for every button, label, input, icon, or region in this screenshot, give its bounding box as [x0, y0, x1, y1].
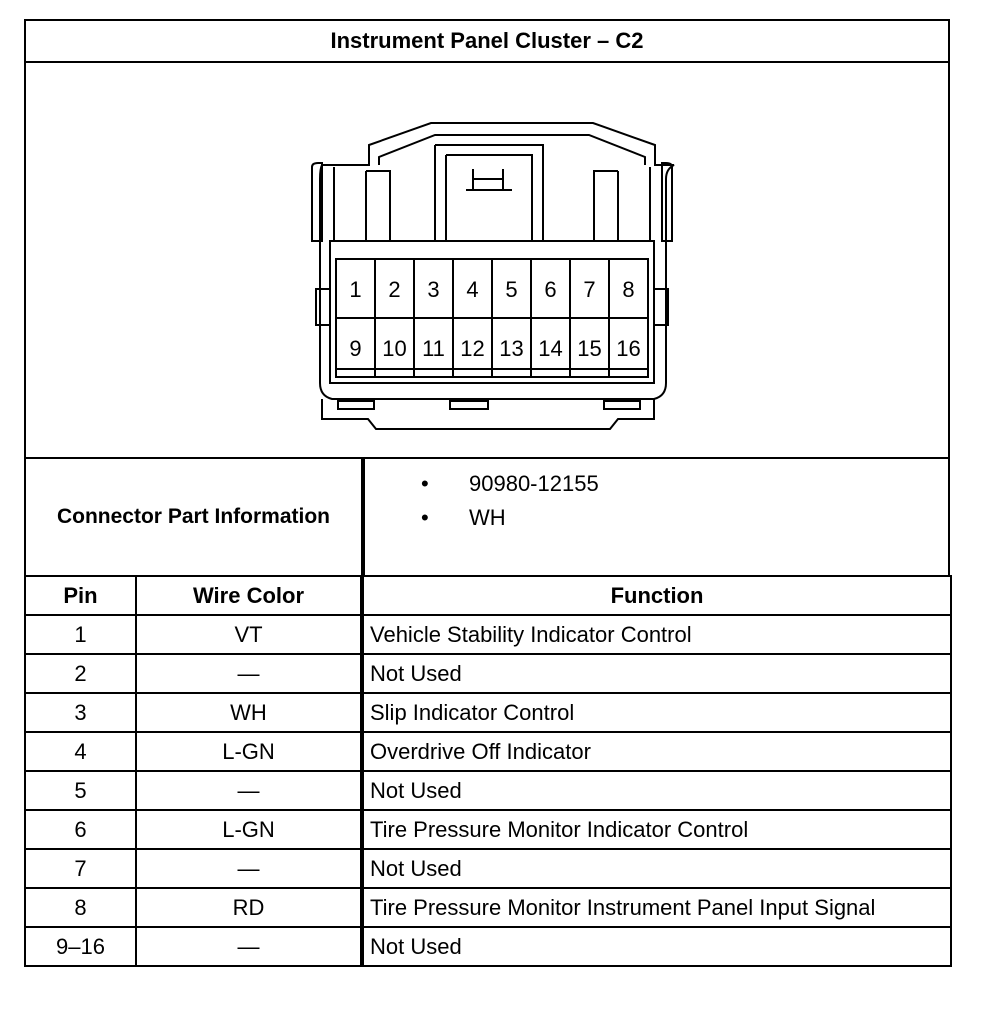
left-side-lock: [316, 289, 330, 325]
function-cell: Not Used: [362, 849, 951, 888]
wire-color-cell: VT: [136, 615, 362, 654]
base-slot-left: [338, 401, 374, 409]
connector-color: WH: [469, 505, 506, 530]
header-wire-color: Wire Color: [136, 576, 362, 615]
connector-part-info-label: Connector Part Information: [24, 457, 363, 577]
table-row: [25, 615, 951, 654]
table-row: [25, 810, 951, 849]
pin-number-label: 4: [466, 277, 479, 302]
key-mark: [466, 169, 512, 190]
function-cell: Tire Pressure Monitor Instrument Panel Input Signal: [362, 888, 951, 927]
wire-color-cell: RD: [136, 888, 362, 927]
wire-color-cell: —: [136, 927, 362, 966]
bullet-icon: •: [421, 505, 429, 530]
table-row: [25, 693, 951, 732]
wire-color-cell: —: [136, 849, 362, 888]
pin-table: [24, 575, 952, 967]
pin-number-label: 1: [349, 277, 362, 302]
connector-diagram: [26, 63, 948, 457]
pin-number-label: 10: [382, 336, 407, 361]
page-title: Instrument Panel Cluster – C2: [24, 19, 950, 63]
pin-cell: 6: [25, 810, 136, 849]
table-header-row: [25, 576, 951, 615]
function-cell: Tire Pressure Monitor Indicator Control: [362, 810, 951, 849]
table-row: [25, 732, 951, 771]
pin-number-label: 5: [505, 277, 518, 302]
pin-number-label: 9: [349, 336, 362, 361]
table-row: [25, 927, 951, 966]
function-cell: Overdrive Off Indicator: [362, 732, 951, 771]
wire-color-cell: —: [136, 654, 362, 693]
part-number: 90980-12155: [469, 471, 599, 496]
table-row: [25, 888, 951, 927]
pin-number-label: 8: [622, 277, 635, 302]
wire-color-cell: L-GN: [136, 732, 362, 771]
pin-cell: 2: [25, 654, 136, 693]
bullet-icon: •: [421, 471, 429, 496]
function-cell: Vehicle Stability Indicator Control: [362, 615, 951, 654]
table-row: [25, 849, 951, 888]
header-pin: Pin: [25, 576, 136, 615]
pin-number-label: 11: [422, 336, 445, 361]
pin-cell: 9–16: [25, 927, 136, 966]
pin-cell: 3: [25, 693, 136, 732]
pin-number-label: 7: [583, 277, 596, 302]
pin-cell: 8: [25, 888, 136, 927]
table-row: [25, 654, 951, 693]
pin-number-label: 13: [499, 336, 524, 361]
connector-roof: [379, 135, 645, 165]
pin-number-label: 2: [388, 277, 401, 302]
center-key-slot: [435, 145, 543, 241]
function-cell: Not Used: [362, 927, 951, 966]
base-slot-right: [604, 401, 640, 409]
pin-cell: 4: [25, 732, 136, 771]
pin-cell: 1: [25, 615, 136, 654]
pin-number-label: 16: [616, 336, 641, 361]
function-cell: Not Used: [362, 771, 951, 810]
header-function: Function: [362, 576, 951, 615]
wire-color-cell: L-GN: [136, 810, 362, 849]
base-slot-center: [450, 401, 488, 409]
pin-cell: 7: [25, 849, 136, 888]
pin-number-label: 15: [577, 336, 602, 361]
connector-part-info-values: [361, 457, 950, 577]
pin-number-label: 12: [460, 336, 485, 361]
connector-diagram-panel: [24, 61, 950, 459]
wire-color-cell: WH: [136, 693, 362, 732]
pin-number-label: 6: [544, 277, 557, 302]
pin-number-label: 3: [427, 277, 440, 302]
pin-number-label: 14: [538, 336, 563, 361]
function-cell: Slip Indicator Control: [362, 693, 951, 732]
table-row: [25, 771, 951, 810]
pin-cell: 5: [25, 771, 136, 810]
function-cell: Not Used: [362, 654, 951, 693]
wire-color-cell: —: [136, 771, 362, 810]
